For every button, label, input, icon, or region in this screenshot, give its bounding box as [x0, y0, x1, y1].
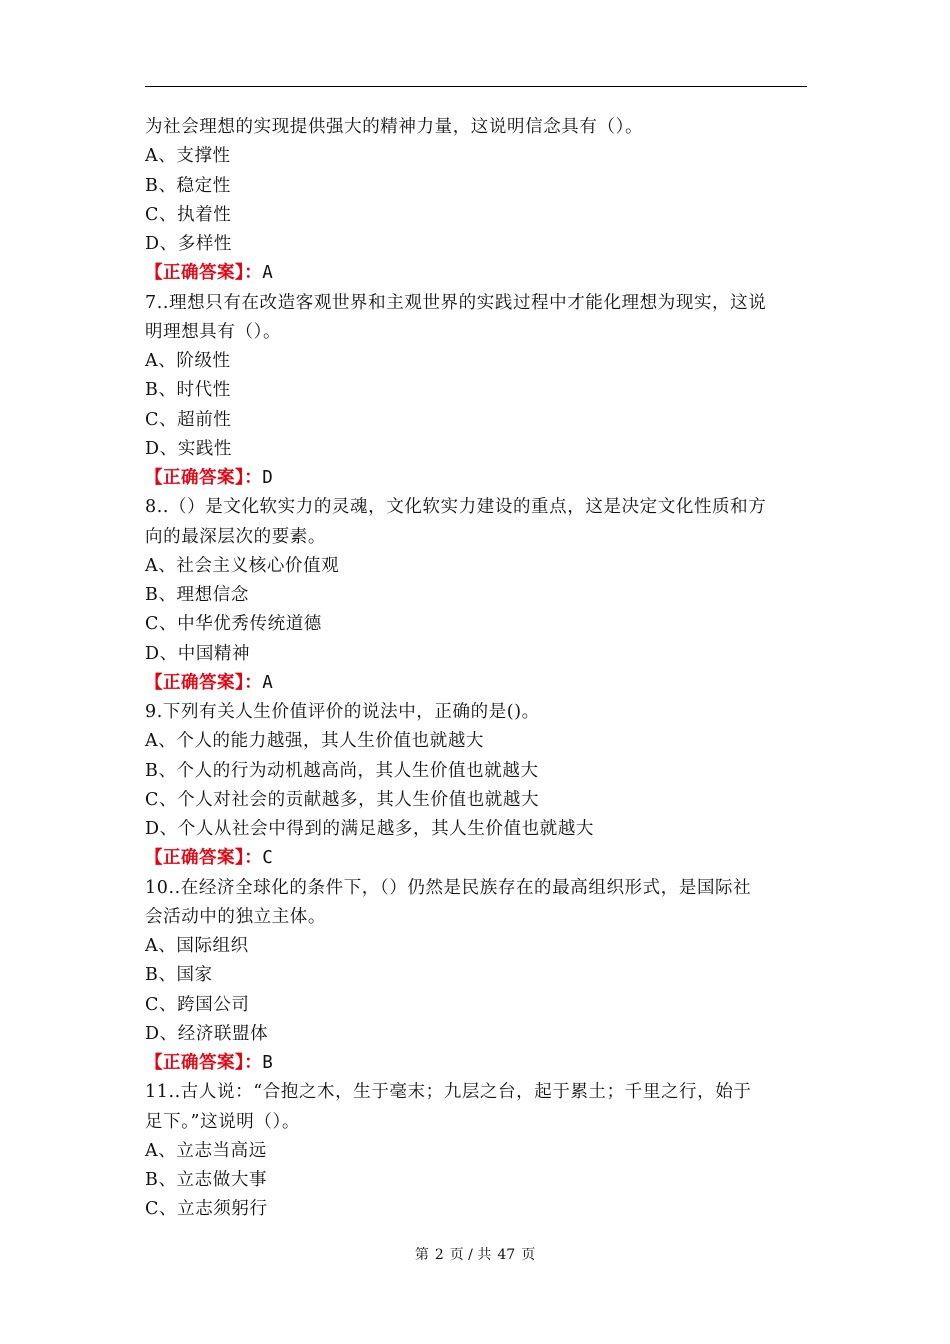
option-d: D、多样性 [145, 234, 233, 254]
question-text-line: 10..在经济全球化的条件下，（）仍然是民族存在的最高组织形式，是国际社 [145, 877, 752, 898]
option-a: A、国际组织 [145, 936, 249, 956]
question-block-11 [145, 1078, 807, 1224]
answer-value: A [262, 263, 274, 284]
option-d: D、个人从社会中得到的满足越多，其人生价值也就越大 [145, 819, 595, 839]
question-text-line: 9.下列有关人生价值评价的说法中，正确的是()。 [145, 702, 540, 722]
question-block-7 [145, 289, 807, 494]
answer-label: 【正确答案】： [145, 1053, 263, 1073]
option-c: C、个人对社会的贡献越多，其人生价值也就越大 [145, 789, 540, 810]
option-c: C、中华优秀传统道德 [145, 614, 322, 635]
answer-value: A [262, 672, 274, 693]
answer-line [145, 1049, 807, 1078]
option-a: A、立志当高远 [145, 1140, 267, 1161]
option-b: B、国家 [145, 965, 213, 986]
option-d: D、中国精神 [145, 643, 251, 664]
footer-total-pages: 47 [497, 1247, 516, 1263]
option-c: C、跨国公司 [145, 994, 250, 1015]
question-text-line: 会活动中的独立主体。 [145, 906, 326, 927]
footer-suffix: 页 [521, 1247, 536, 1263]
answer-line [145, 259, 807, 288]
answer-line [145, 844, 807, 873]
footer-page-number: 2 [434, 1247, 444, 1263]
page-footer [0, 1244, 950, 1264]
option-c: C、超前性 [145, 409, 232, 430]
option-c: C、立志须躬行 [145, 1199, 268, 1220]
option-b: B、时代性 [145, 380, 231, 401]
question-text-line: 7..理想只有在改造客观世界和主观世界的实践过程中才能化理想为现实，这说 [145, 292, 767, 313]
answer-value: B [262, 1053, 274, 1073]
question-text-line: 11..古人说：“合抱之木，生于毫末；九层之台，起于累土；千里之行，始于 [145, 1082, 752, 1103]
option-a: A、社会主义核心价值观 [145, 555, 340, 576]
option-a: A、支撑性 [145, 146, 231, 167]
option-b: B、理想信念 [145, 585, 249, 605]
option-c: C、执着性 [145, 204, 232, 225]
answer-line [145, 464, 807, 493]
answer-label: 【正确答案】： [145, 468, 263, 488]
header-rule [145, 86, 807, 87]
question-text-line: 为社会理想的实现提供强大的精神力量，这说明信念具有（）。 [145, 117, 644, 137]
question-text-line: 8..（）是文化软实力的灵魂，文化软实力建设的重点，这是决定文化性质和方 [145, 497, 767, 518]
answer-label: 【正确答案】： [145, 848, 263, 869]
option-b: B、稳定性 [145, 175, 231, 196]
answer-line [145, 669, 807, 698]
option-d: D、实践性 [145, 438, 233, 459]
question-block-10 [145, 874, 807, 1079]
option-a: A、个人的能力越强，其人生价值也就越大 [145, 731, 485, 752]
answer-value: D [262, 468, 274, 488]
question-block-9 [145, 698, 807, 874]
answer-label: 【正确答案】： [145, 672, 263, 693]
document-body [145, 113, 807, 1225]
option-b: B、个人的行为动机越高尚，其人生价值也就越大 [145, 760, 539, 781]
question-block-continued [145, 113, 807, 289]
question-text-line: 足下。”这说明（）。 [145, 1111, 300, 1132]
answer-label: 【正确答案】： [145, 263, 263, 284]
question-text-line: 明理想具有（）。 [145, 321, 282, 342]
option-b: B、立志做大事 [145, 1170, 268, 1190]
footer-mid: 页 / 共 [449, 1247, 492, 1263]
option-a: A、阶级性 [145, 351, 231, 371]
footer-prefix: 第 [414, 1247, 429, 1263]
option-d: D、经济联盟体 [145, 1023, 269, 1044]
question-block-8 [145, 493, 807, 698]
answer-value: C [262, 848, 274, 869]
question-text-line: 向的最深层次的要素。 [145, 526, 326, 547]
